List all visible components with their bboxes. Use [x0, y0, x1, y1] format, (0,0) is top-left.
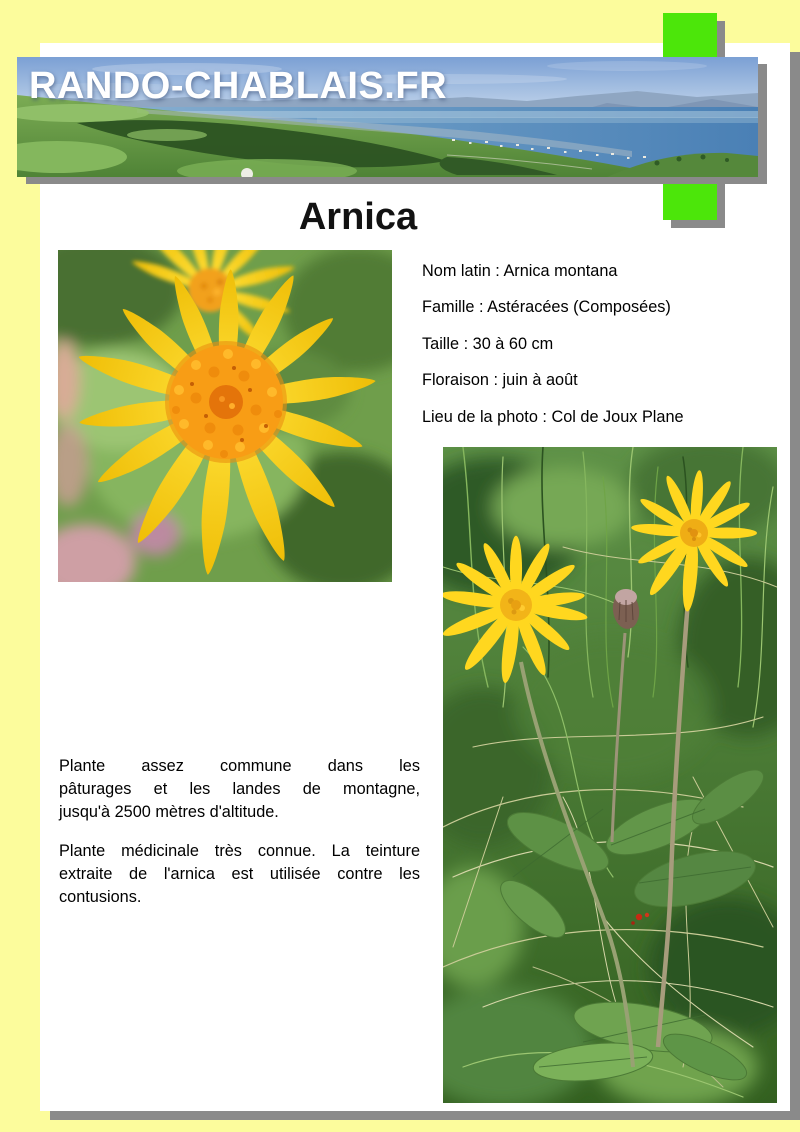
plant-details — [422, 253, 684, 435]
arnica-flower-image — [58, 250, 392, 582]
description-line: Plante assez commune dans les — [59, 757, 420, 775]
description-line: contusions. — [59, 888, 142, 907]
plant-description — [59, 755, 420, 924]
description-paragraph-1 — [59, 755, 420, 825]
description-line: extraite de l'arnica est utilisée contre les — [59, 864, 420, 883]
site-banner[interactable] — [17, 57, 758, 177]
arnica-plants-image — [443, 447, 777, 1103]
description-line: pâturages et les landes de montagne, — [59, 780, 420, 799]
description-line: jusqu'à 2500 mètres d'altitude. — [59, 803, 279, 822]
page-title: Arnica — [298, 196, 418, 238]
description-line: Plante médicinale très connue. La teinture — [59, 841, 420, 860]
detail-size: Taille : 30 à 60 cm — [422, 334, 554, 353]
detail-family: Famille : Astéracées (Composées) — [422, 298, 671, 317]
plants-meadow-photo — [443, 447, 777, 1103]
site-title: RANDO-CHABLAIS.FR — [29, 65, 448, 107]
flower-closeup-photo — [58, 250, 392, 582]
description-paragraph-2 — [59, 840, 420, 910]
detail-flowering: Floraison : juin à août — [422, 371, 578, 390]
detail-latin-name: Nom latin : Arnica montana — [422, 262, 618, 280]
detail-photo-location: Lieu de la photo : Col de Joux Plane — [422, 407, 684, 426]
